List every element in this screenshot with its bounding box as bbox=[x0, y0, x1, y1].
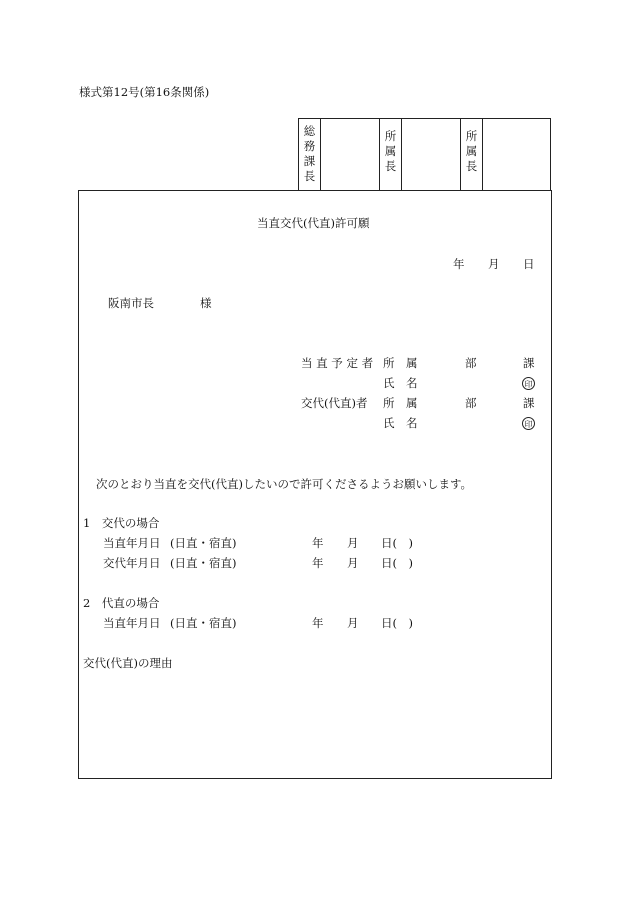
approval-label bbox=[299, 119, 321, 191]
section2-row-day: 日( ) bbox=[381, 616, 413, 630]
addressee-honorific: 様 bbox=[200, 296, 212, 310]
approval-label bbox=[380, 119, 402, 191]
date-day: 日 bbox=[523, 257, 535, 271]
reason-field[interactable] bbox=[83, 676, 545, 774]
label-char: 所 bbox=[465, 129, 478, 143]
substitute-section-suffix: 課 bbox=[523, 396, 535, 410]
section1-heading: 1 交代の場合 bbox=[83, 516, 160, 530]
seal-icon: 印 bbox=[522, 377, 535, 390]
substitute-seal-mark bbox=[522, 417, 535, 430]
section1-row-month: 月 bbox=[347, 556, 359, 570]
planned-seal-mark bbox=[522, 377, 535, 390]
substitute-dept-label: 所 属 bbox=[383, 396, 418, 410]
request-text: 次のとおり当直を交代(代直)したいので許可くださるようお願いします。 bbox=[96, 477, 473, 491]
section2-row-label: 当直年月日 bbox=[103, 616, 161, 630]
section2-row-year: 年 bbox=[312, 616, 324, 630]
planned-dept-suffix: 部 bbox=[465, 356, 477, 370]
label-char: 属 bbox=[465, 144, 478, 158]
stamp-space[interactable] bbox=[321, 119, 380, 191]
form-title: 当直交代(代直)許可願 bbox=[257, 216, 370, 230]
label-char: 課 bbox=[303, 154, 316, 168]
approval-boxes bbox=[298, 118, 551, 191]
section2-row-type: (日直・宿直) bbox=[170, 616, 237, 630]
stamp-space[interactable] bbox=[483, 119, 546, 191]
label-char: 総 bbox=[303, 124, 316, 138]
label-char: 属 bbox=[384, 144, 397, 158]
label-char: 長 bbox=[303, 169, 316, 183]
seal-icon: 印 bbox=[522, 417, 535, 430]
addressee-name: 阪南市長 bbox=[108, 296, 154, 310]
section1-row-day: 日( ) bbox=[381, 536, 413, 550]
section2-row-month: 月 bbox=[347, 616, 359, 630]
label-char: 所 bbox=[384, 129, 397, 143]
section2-heading: 2 代直の場合 bbox=[83, 596, 160, 610]
label-char: 務 bbox=[303, 139, 316, 153]
date-month: 月 bbox=[488, 257, 500, 271]
planned-person-label: 当 直 予 定 者 bbox=[301, 356, 374, 370]
section1-row-type: (日直・宿直) bbox=[170, 536, 237, 550]
section1-row-year: 年 bbox=[312, 536, 324, 550]
planned-dept-label: 所 属 bbox=[383, 356, 418, 370]
approval-dept-head-2 bbox=[461, 119, 546, 191]
stamp-space[interactable] bbox=[402, 119, 461, 191]
section1-row-day: 日( ) bbox=[381, 556, 413, 570]
reason-label: 交代(代直)の理由 bbox=[83, 656, 173, 670]
section1-row-label: 交代年月日 bbox=[103, 556, 161, 570]
planned-section-suffix: 課 bbox=[523, 356, 535, 370]
section1-row-year: 年 bbox=[312, 556, 324, 570]
substitute-dept-suffix: 部 bbox=[465, 396, 477, 410]
date-year: 年 bbox=[453, 257, 465, 271]
approval-label bbox=[461, 119, 483, 191]
approval-general-affairs bbox=[299, 119, 380, 191]
section1-row-label: 当直年月日 bbox=[103, 536, 161, 550]
substitute-person-label: 交代(代直)者 bbox=[301, 396, 368, 410]
substitute-name-label: 氏 名 bbox=[383, 416, 418, 430]
planned-name-label: 氏 名 bbox=[383, 376, 418, 390]
label-char: 長 bbox=[465, 159, 478, 173]
section1-row-type: (日直・宿直) bbox=[170, 556, 237, 570]
label-char: 長 bbox=[384, 159, 397, 173]
section1-row-month: 月 bbox=[347, 536, 359, 550]
form-number: 様式第12号(第16条関係) bbox=[79, 85, 210, 99]
approval-dept-head-1 bbox=[380, 119, 461, 191]
